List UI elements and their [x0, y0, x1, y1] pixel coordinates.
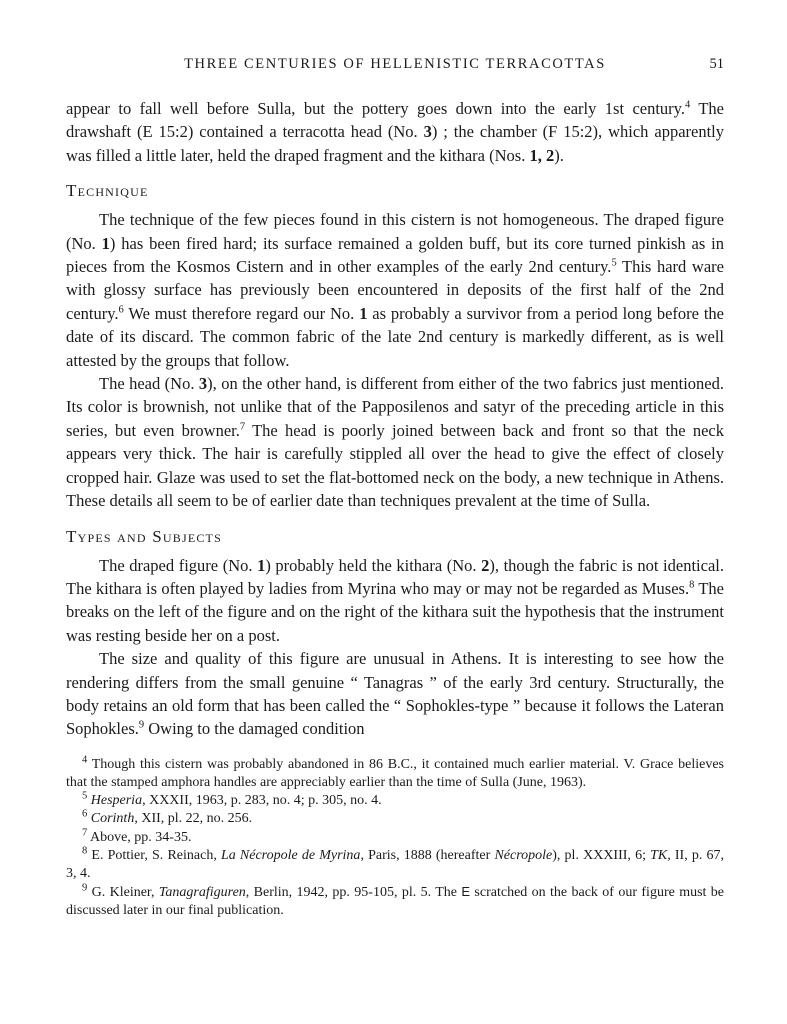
text-run: Technique — [66, 181, 149, 201]
text-run: as probably a survivor from a period long before the date of its discard. The common fabric of the late 2nd century is markedly different, as is well attested by the groups that follow. — [66, 303, 724, 370]
footnote-marker: 5 — [82, 790, 88, 802]
text-run: Above, pp. 34-35. — [87, 829, 192, 845]
scratched-letter: E — [461, 884, 471, 900]
text-run: ). — [554, 145, 564, 165]
text-run: ) probably held the kithara (No. — [265, 555, 482, 575]
bold-text: 3 — [198, 374, 208, 394]
italic-text: La Nécropole de Myrina — [220, 847, 361, 863]
text-run: , XXXII, 1963, p. 283, no. 4; p. 305, no. 4. — [142, 793, 382, 809]
italic-text: TK — [650, 847, 668, 863]
footnote-marker: 8 — [82, 845, 88, 857]
text-run: ), though the fabric is not identical. The kithara is often played by ladies from Myrina who may or may not be regarded as Muses. — [66, 555, 724, 598]
footnote-marker: 9 — [82, 882, 88, 894]
text-run: E. Pottier, S. Reinach, — [87, 847, 221, 863]
running-head-title: THREE CENTURIES OF HELLENISTIC TERRACOTTAS — [184, 56, 606, 72]
italic-text: Nécropole — [494, 847, 553, 863]
text-run: Though this cistern was probably abandoned in 86 B.C., it contained much earlier material. V. Grace believes that the stamped amphora handles are appreciably earlier than the time of Sulla (June, 1963). — [66, 756, 724, 790]
text-run: The size and quality of this figure are unusual in Athens. It is interesting to see how the rendering differs from the small genuine “ Tanagras ” of the early 3rd century. Structurally, the body retains an old form that has been called the “ Sophokles-type ” because it follows the Lateran Sophokles. — [66, 649, 724, 739]
footnote-marker: 6 — [118, 304, 124, 316]
paragraph — [66, 208, 724, 372]
footnote-marker: 9 — [138, 719, 145, 731]
footnote — [66, 847, 724, 883]
italic-text: Corinth — [90, 811, 135, 827]
footnote — [66, 810, 724, 828]
text-run: , II, p. 67, 3, 4. — [66, 847, 725, 881]
footnote — [66, 826, 724, 847]
footnote — [66, 756, 724, 792]
italic-text: Hesperia — [90, 793, 143, 809]
page-number: 51 — [709, 56, 724, 72]
footnotes — [66, 756, 724, 921]
footnote-marker: 4 — [82, 754, 88, 766]
text-run: , Paris, 1888 (hereafter — [360, 847, 495, 863]
text-run: The draped figure (No. — [99, 555, 258, 575]
bold-text: 1 — [359, 303, 368, 323]
section-heading — [66, 527, 724, 547]
text-run: , Berlin, 1942, pp. 95-105, pl. 5. The — [245, 885, 462, 901]
text-run: The breaks on the left of the figure and on the right of the kithara suit the hypothesis that the instrument was resting beside her on a post. — [66, 578, 724, 645]
bold-text: 1 — [101, 233, 110, 253]
text-run: The technique of the few pieces found in this cistern is not homogeneous. The draped figure (No. — [66, 210, 724, 253]
text-run: appear to fall well before Sulla, but the pottery goes down into the early 1st century. — [66, 99, 685, 118]
footnote-marker: 6 — [82, 808, 88, 820]
italic-text: Tanagrafiguren — [158, 885, 246, 901]
footnote-marker: 7 — [239, 421, 246, 433]
bold-text: 1 — [257, 555, 266, 575]
text-run: , XII, pl. 22, no. 256. — [134, 811, 253, 827]
paragraph — [66, 372, 724, 512]
text-run: ) ; the chamber (F 15:2), which apparently was filled a little later, held the draped fragment and the kithara (Nos. — [66, 122, 725, 165]
footnote-marker: 4 — [684, 99, 691, 111]
text-run: scratched on the back of our figure must be discussed later in our final publication. — [66, 885, 725, 919]
text-run: G. Kleiner, — [87, 885, 159, 901]
section-heading — [66, 181, 724, 201]
text-run: The drawshaft (E 15:2) contained a terracotta head (No. — [66, 99, 724, 142]
bold-text: 3 — [423, 122, 432, 142]
page-body — [66, 97, 724, 741]
text-run: The head (No. — [99, 374, 199, 394]
text-run: ), on the other hand, is different from either of the two fabrics just mentioned. Its color is brownish, not unlike that of the Papposilenos and satyr of the preceding article in this series, but even browner. — [66, 374, 724, 440]
text-run: ), pl. XXXIII, 6; — [552, 847, 651, 863]
footnote — [66, 883, 724, 920]
paragraph — [66, 554, 724, 648]
footnote — [66, 792, 724, 810]
paragraph — [66, 97, 724, 167]
text-run: The head is poorly joined between back and front so that the neck appears very thick. The hair is carefully stippled all over the head to give the effect of closely cropped hair. Glaze was used to set the flat-bottomed neck on the body, a new technique in Athens. These details all seem to be of earlier date than techniques prevalent at the time of Sulla. — [66, 420, 725, 511]
bold-text: 1, 2 — [529, 145, 555, 165]
text-run: Types and Subjects — [66, 526, 222, 546]
paragraph — [66, 647, 724, 741]
text-run: We must therefore regard our No. — [123, 303, 360, 323]
footnote-marker: 5 — [611, 257, 617, 269]
footnote-marker: 8 — [689, 579, 695, 591]
text-run: ) has been fired hard; its surface remained a golden buff, but its core turned pinkish as in pieces from the Kosmos Cistern and in other examples of the early 2nd century. — [66, 233, 724, 277]
text-run: Owing to the damaged condition — [144, 719, 365, 739]
text-run: This hard ware with glossy surface has previously been encountered in deposits of the first half of the 2nd century. — [66, 257, 724, 323]
footnote-marker: 7 — [82, 826, 88, 838]
page-header — [66, 56, 724, 73]
bold-text: 2 — [481, 555, 490, 575]
